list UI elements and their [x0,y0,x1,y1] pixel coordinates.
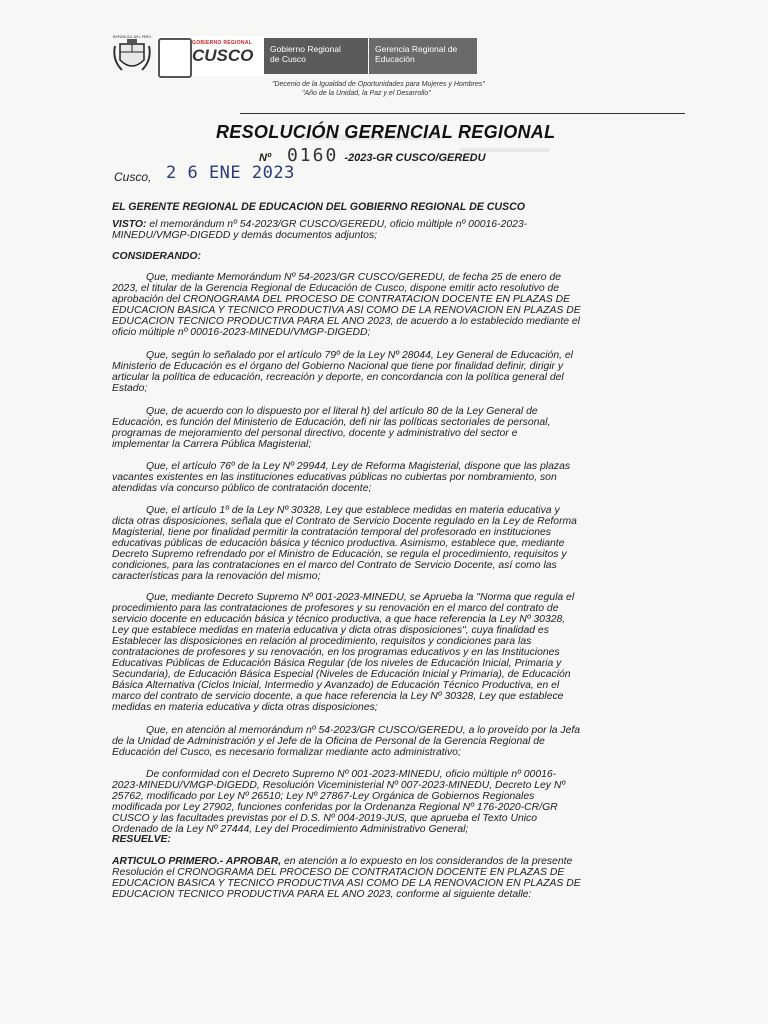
body-line: Estado; [112,383,148,394]
body-line: marco del contrato de servicio docente, a que hace referencia la Ley Nº 30328, Ley que establece [112,691,564,702]
header-box-gobierno [264,38,368,74]
body-line: contrataciones de profesores y su renovación, en los programas educativos y en las Instituciones [112,647,560,658]
body-line: Que, según lo señalado por el artículo 79º de la Ley Nº 28044, Ley General de Educación, el [146,350,573,361]
number-label: Nº [259,152,271,164]
header-box-gerencia [369,38,477,74]
visto-label: VISTO: [112,219,147,230]
body-line: EDUCACIÓN TÉCNICO PRODUCTIVA PARA EL AÑO 2023, conforme al siguiente detalle: [112,889,532,900]
body-line: 25762, modificado por Ley Nº 26510; Ley Nº 27867-Ley Orgánica de Gobiernos Regionales [112,791,535,802]
body-line: educativas públicas de educación básica y técnico productiva. Asimismo, establece que, mediante [112,538,565,549]
body-line: Establecer las disposiciones en relación al procedimiento, requisitos y condiciones para las [112,636,532,647]
body-line: medidas en materia educativa y dicta otras disposiciones; [112,702,378,713]
body-line: Magisterial, tiene por finalidad permitir la contratación temporal del profesorado en instituciones [112,527,551,538]
body-line: servicio docente en educación básica y técnico productiva, a que hace referencia la Ley Nº 30328, [112,614,566,625]
body-line: Que, el artículo 1º de la Ley Nº 30328, Ley que establece medidas en materia educativa y [146,505,560,516]
body-line: Que, de acuerdo con lo dispuesto por el literal h) del artículo 80 de la Ley General de [146,406,538,417]
body-line: articular la política de educación, recreación y deporte, en concordancia con la política general del [112,372,564,383]
body-line: 2023, el titular de la Gerencia Regional de Educación de Cusco, dispone emitir acto resolutivo de [112,283,560,294]
header-divider [240,113,685,114]
header-box-line: Gerencia Regional de [375,44,458,54]
body-line: características para la renovación del mismo; [112,571,321,582]
body-line: de la Unidad de Administración y el Jefe de la Oficina de Personal de la Gerencia Regional de [112,736,545,747]
body-line: Educación del Cusco, es necesario formalizar mediante acto administrativo; [112,747,461,758]
slogan-anio: "Año de la Unidad, la Paz y el Desarrollo" [302,90,431,97]
header-box-line: de Cusco [270,54,306,64]
body-line: MINEDU/VMGP-DIGEDD y demás documentos adjuntos; [112,230,378,241]
body-line: vacantes existentes en las instituciones educativas públicas no cubiertas por nombramiento, son [112,472,557,483]
body-line: EDUCACIÓN TÉCNICO PRODUCTIVA PARA EL AÑO 2023, de acuerdo a lo establecido mediante el [112,316,580,327]
mountain-icon [158,38,192,78]
body-line: Básica Alternativa (Ciclos Inicial, Intermedio y Avanzado) de Educación Técnico Productiva, en el [112,680,560,691]
articulo-primero-label: ARTÍCULO PRIMERO.- APROBAR, [112,856,282,867]
body-line: EDUCACIÓN BÁSICA Y TÉCNICO PRODUCTIVA ASÍ COMO DE LA RENOVACIÓN EN PLAZAS DE [112,878,581,889]
body-line: implementar la Carrera Pública Magisterial; [112,439,312,450]
body-line: 2023-MINEDU/VMGP-DIGEDD, Resolución Viceministerial Nº 007-2023-MINEDU, Decreto Ley Nº [112,780,566,791]
authority-heading: EL GERENTE REGIONAL DE EDUCACIÓN DEL GOBIERNO REGIONAL DE CUSCO [112,201,526,213]
header-box-line: Gobierno Regional [270,44,341,54]
body-line: CUSCO y las facultades previstas por el D.S. Nº 004-2019-JUS, que aprueba el Texto Único [112,813,538,824]
resolution-number: 0160 [286,145,339,166]
logo-name: CUSCO [192,46,254,65]
svg-text:REPÚBLICA DEL PERÚ: REPÚBLICA DEL PERÚ [113,35,151,39]
body-line: Educación, es función del Ministerio de Educación, defi nir las políticas sectoriales de personal, [112,417,551,428]
city: Cusco, [114,170,152,184]
document-title: RESOLUCIÓN GERENCIAL REGIONAL [216,122,556,142]
body-line: dicta otras disposiciones, señala que el Contrato de Servicio Docente regulado en la Ley de Reforma [112,516,577,527]
body-line: Que, mediante Memorándum Nº 54-2023/GR CUSCO/GEREDU, de fecha 25 de enero de [146,272,562,283]
body-line: Ley que establece medidas en materia educativa y dicta otras disposiciones", cuya finalidad es [112,625,549,636]
body-line: modificada por Ley 27902, funciones conferidas por la Ordenanza Regional Nº 176-2020-CR/GR [112,802,558,813]
body-line: Que, mediante Decreto Supremo Nº 001-2023-MINEDU, se Aprueba la "Norma que regula el [146,592,575,603]
body-line: Ministerio de Educación es el órgano del Gobierno Nacional que tiene por finalidad definir, dirigir y [112,361,564,372]
section-heading-considerando: CONSIDERANDO: [112,251,201,262]
header-box-line: Educación [375,54,415,64]
body-line: Decreto Supremo refrendado por el Ministro de Educación, se regula el procedimiento, requisitos y [112,549,567,560]
body-line: Secundaria), de Educación Básica Especial (Niveles de Educación Inicial y Primaria), de Educación [112,669,571,680]
body-line: atendidas vía concurso público de contratación docente; [112,483,372,494]
body-line: Que, el artículo 76º de la Ley Nº 29944, Ley de Reforma Magisterial, dispone que las plazas [146,461,571,472]
resolution-suffix: -2023-GR CUSCO/GEREDU [344,152,486,164]
body-line: aprobación del CRONOGRAMA DEL PROCESO DE CONTRATACIÓN DOCENTE EN PLAZAS DE [112,294,571,305]
slogan-decenio: "Decenio de la Igualdad de Oportunidades para Mujeres y Hombres" [272,81,485,88]
articulo-primero-line: ARTÍCULO PRIMERO.- APROBAR, en atención a lo expuesto en los considerandos de la presente [112,856,573,867]
body-line: EDUCACIÓN BÁSICA Y TÉCNICO PRODUCTIVA ASÍ COMO DE LA RENOVACIÓN EN PLAZAS DE [112,305,581,316]
logo-small-text: GOBIERNO REGIONAL [192,40,253,46]
section-heading-resuelve: RESUELVE: [112,834,171,845]
body-line: oficio múltiple nº 00016-2023-MINEDU/VMGP-DIGEDD; [112,327,371,338]
body-line: procedimiento para las contrataciones de profesores y su renovación en el marco del contrato de [112,603,559,614]
body-line: Educativas Públicas de Educación Básica Regular (de los niveles de Educación Inicial, Primaria y [112,658,562,669]
visto-line: VISTO: el memorándum nº 54-2023/GR CUSCO/GEREDU, oficio múltiple nº 00016-2023- [112,219,528,230]
body-line: De conformidad con el Decreto Supremo Nº 001-2023-MINEDU, oficio múltiple nº 00016- [146,769,557,780]
body-line: condiciones, para las contrataciones en el marco del Contrato de Servicio Docente, así como las [112,560,557,571]
gobierno-regional-cusco-logo [156,36,264,76]
date-stamp: 2 6 ENE 2023 [166,163,295,183]
body-line: programas de mejoramiento del personal directivo, docente y administrativo del sector e [112,428,518,439]
body-line: Ordenado de la Ley Nº 27444, Ley del Procedimiento Administrativo General; [112,824,469,835]
peru-coat-of-arms-icon [112,32,152,76]
body-line: Resolución el CRONOGRAMA DEL PROCESO DE CONTRATACIÓN DOCENTE EN PLAZAS DE [112,867,565,878]
body-line: Que, en atención al memorándum nº 54-2023/GR CUSCO/GEREDU, a lo proveído por la Jefa [146,725,581,736]
